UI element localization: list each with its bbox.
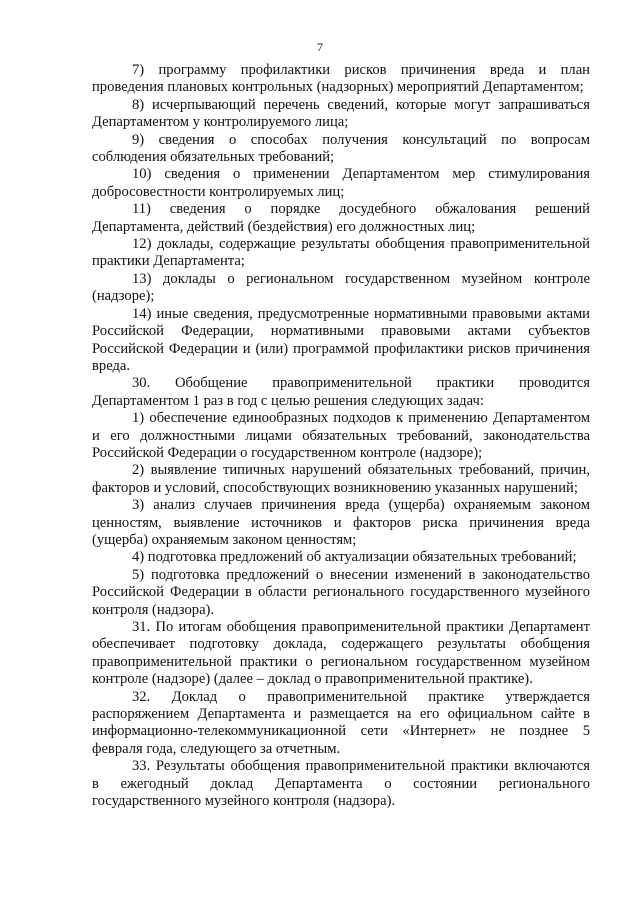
paragraph-section-33: 33. Результаты обобщения правоприменительной практики включаются в ежегодный доклад Департамента о состоянии регионального государственного музейного контроля (надзора). [92,758,590,810]
paragraph-section-32: 32. Доклад о правоприменительной практике утверждается распоряжением Департамента и размещается на его официальном сайте в информационно-телекоммуникационной сети «Интернет» не позднее 5 февраля года, следующего за отчетным. [92,688,590,757]
paragraph-section-31: 31. По итогам обобщения правоприменительной практики Департамент обеспечивает подготовку доклада, содержащего результаты обобщения правоприменительной практики о региональном государственном музейном контроле (надзоре) (далее – доклад о правоприменительной практике). [92,619,590,688]
paragraph-item-11: 11) сведения о порядке досудебного обжалования решений Департамента, действий (бездействия) его должностных лиц; [92,201,590,235]
paragraph-item-9: 9) сведения о способах получения консультаций по вопросам соблюдения обязательных требований; [92,131,590,166]
paragraph-item-12: 12) доклады, содержащие результаты обобщения правоприменительной практики Департамента; [92,236,590,270]
paragraph-task-3: 3) анализ случаев причинения вреда (ущерба) охраняемым законом ценностям, выявление источников и факторов риска причинения вреда (ущерба) охраняемым законом ценностям; [92,497,590,548]
paragraph-item-14: 14) иные сведения, предусмотренные нормативными правовыми актами Российской Федерации, нормативными правовыми актами субъектов Российской Федерации и (или) программой профилактики рисков причинения вреда. [92,305,590,374]
paragraph-item-13: 13) доклады о региональном государственном музейном контроле (надзоре); [92,270,590,305]
paragraph-task-5: 5) подготовка предложений о внесении изменений в законодательство Российской Федерации в области регионального государственного музейного контроля (надзора). [92,566,590,618]
paragraph-task-1: 1) обеспечение единообразных подходов к применению Департаментом и его должностными лицами обязательных требований, законодательства Российской Федерации о государственном контроле (надзоре); [92,410,590,461]
paragraph-item-10: 10) сведения о применении Департаментом мер стимулирования добросовестности контролируемых лиц; [92,166,590,200]
paragraph-task-2: 2) выявление типичных нарушений обязательных требований, причин, факторов и условий, способствующих возникновению указанных нарушений; [92,462,590,496]
paragraph-item-7: 7) программу профилактики рисков причинения вреда и план проведения плановых контрольных (надзорных) мероприятий Департаментом; [92,62,590,96]
page-number: 7 [317,40,323,54]
paragraph-section-30: 30. Обобщение правоприменительной практики проводится Департаментом 1 раз в год с целью решения следующих задач: [92,375,590,409]
document-body [92,62,590,810]
paragraph-task-4: 4) подготовка предложений об актуализации обязательных требований; [132,549,577,566]
paragraph-item-8: 8) исчерпывающий перечень сведений, которые могут запрашиваться Департаментом у контролируемого лица; [92,96,590,131]
